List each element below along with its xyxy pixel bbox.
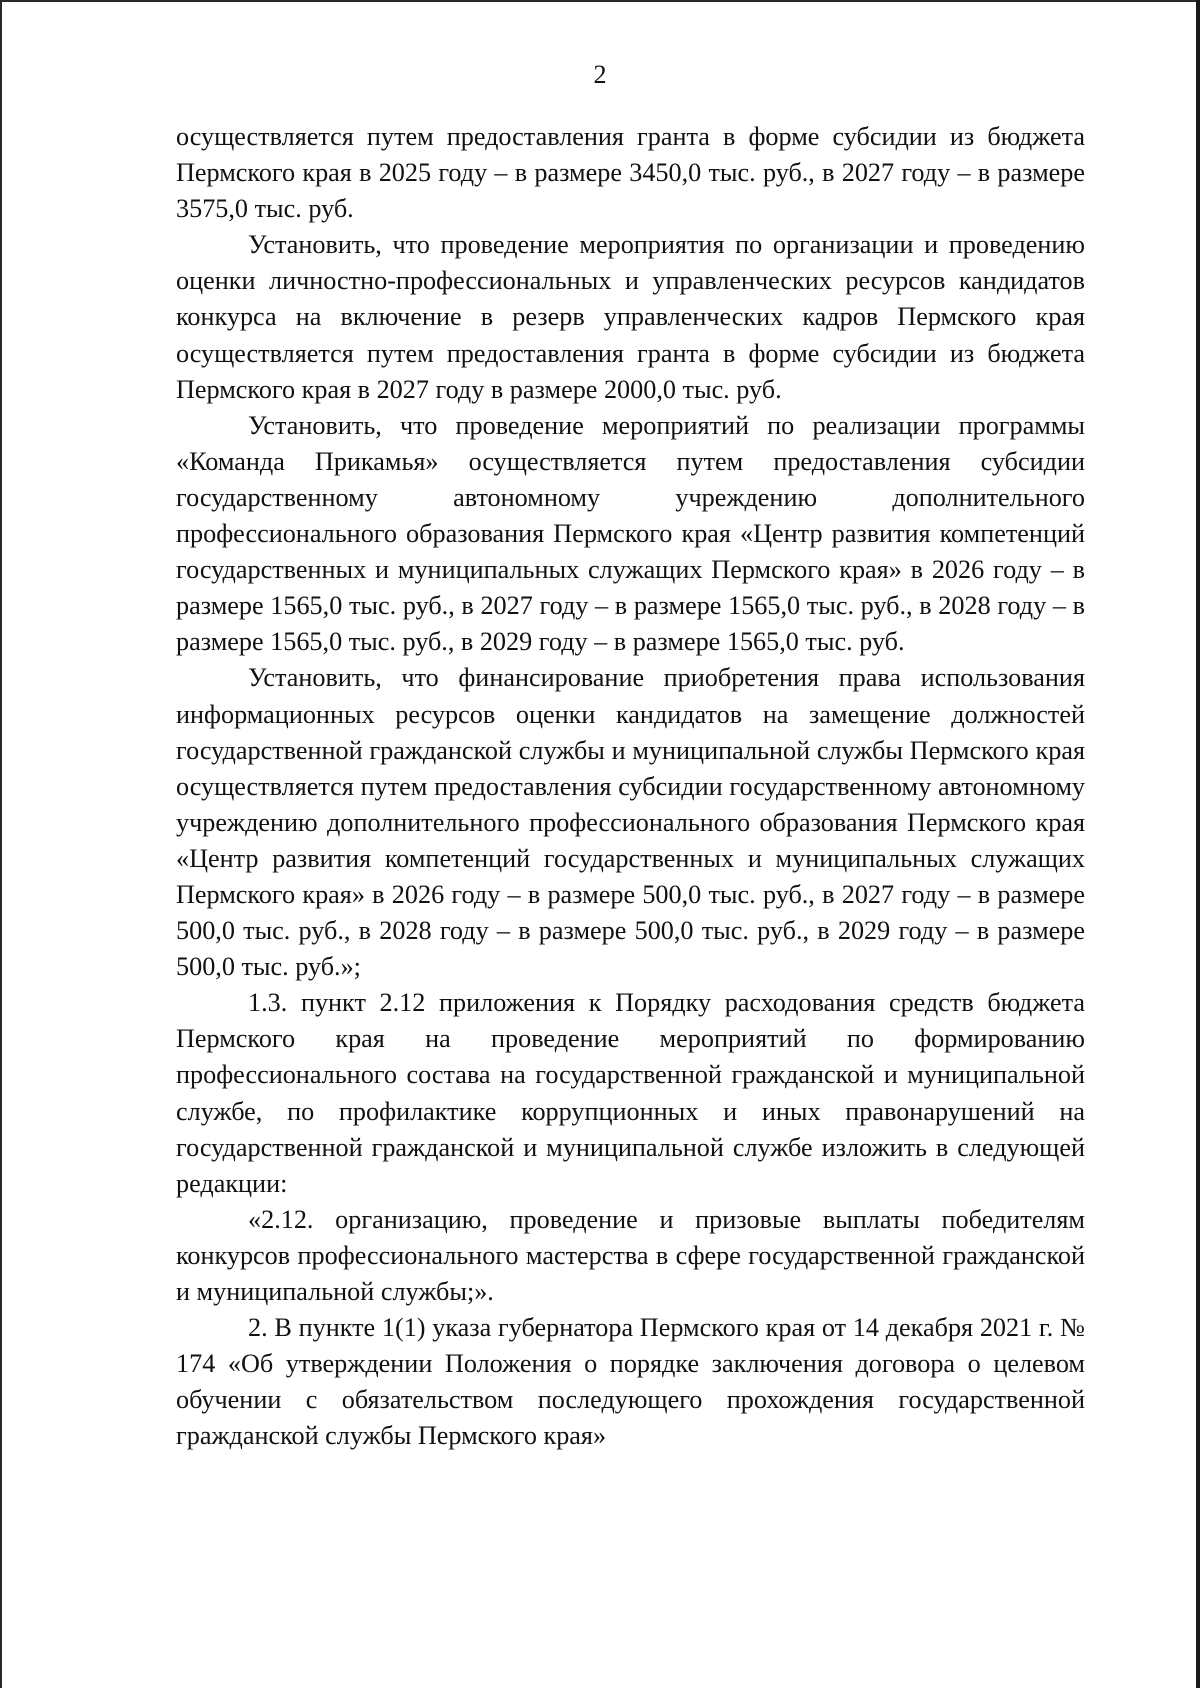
paragraph-information-resources: Установить, что финансирование приобретения права использования информационных ресурсов оценки кандидатов на замещение должностей государственной гражданской службы и муниципальной службы Пермского края осуществляется путем предоставления субсидии государственному автономному учреждению дополнительного профессионального образования Пермского края «Центр развития компетенций государственных и муниципальных служащих Пермского края» в 2026 году – в размере 500,0 тыс. руб., в 2027 году – в размере 500,0 тыс. руб., в 2028 году – в размере 500,0 тыс. руб., в 2029 году – в размере 500,0 тыс. руб.»; [176, 663, 1085, 982]
paragraph-item-2: 2. В пункте 1(1) указа губернатора Пермского края от 14 декабря 2021 г. № 174 «Об утверждении Положения о порядке заключения договора о целевом обучении с обязательством последующего прохождения государственной гражданской службы Пермского края» [176, 1313, 1085, 1451]
paragraph-item-2-12: «2.12. организацию, проведение и призовые выплаты победителям конкурсов профессионального мастерства в сфере государственной гражданской и муниципальной службы;». [176, 1204, 1085, 1306]
document-body [176, 119, 1085, 1454]
scan-edge-right [1196, 0, 1200, 1688]
page-number: 2 [593, 60, 607, 89]
paragraph-grant-assessment: Установить, что проведение мероприятия по организации и проведению оценки личностно-профессиональных и управленческих ресурсов кандидатов конкурса на включение в резерв управленческих кадров Пермского края осуществляется путем предоставления гранта в форме субсидии из бюджета Пермского края в 2027 году в размере 2000,0 тыс. руб. [176, 230, 1085, 404]
scan-edge-top [0, 0, 1200, 2]
scan-edge-left [0, 0, 2, 1688]
paragraph-komanda-prikamya: Установить, что проведение мероприятий по реализации программы «Команда Прикамья» осуществляется путем предоставления субсидии государственному автономному учреждению дополнительного профессионального образования Пермского края «Центр развития компетенций государственных и муниципальных служащих Пермского края» в 2026 году – в размере 1565,0 тыс. руб., в 2027 году – в размере 1565,0 тыс. руб., в 2028 году – в размере 1565,0 тыс. руб., в 2029 году – в размере 1565,0 тыс. руб. [176, 410, 1085, 657]
paragraph-continuation: осуществляется путем предоставления гранта в форме субсидии из бюджета Пермского края в 2025 году – в размере 3450,0 тыс. руб., в 2027 году – в размере 3575,0 тыс. руб. [176, 122, 1085, 224]
paragraph-item-1-3: 1.3. пункт 2.12 приложения к Порядку расходования средств бюджета Пермского края на проведение мероприятий по формированию профессионального состава на государственной гражданской и муниципальной службе, по профилактике коррупционных и иных правонарушений на государственной гражданской и муниципальной службе изложить в следующей редакции: [176, 988, 1085, 1198]
